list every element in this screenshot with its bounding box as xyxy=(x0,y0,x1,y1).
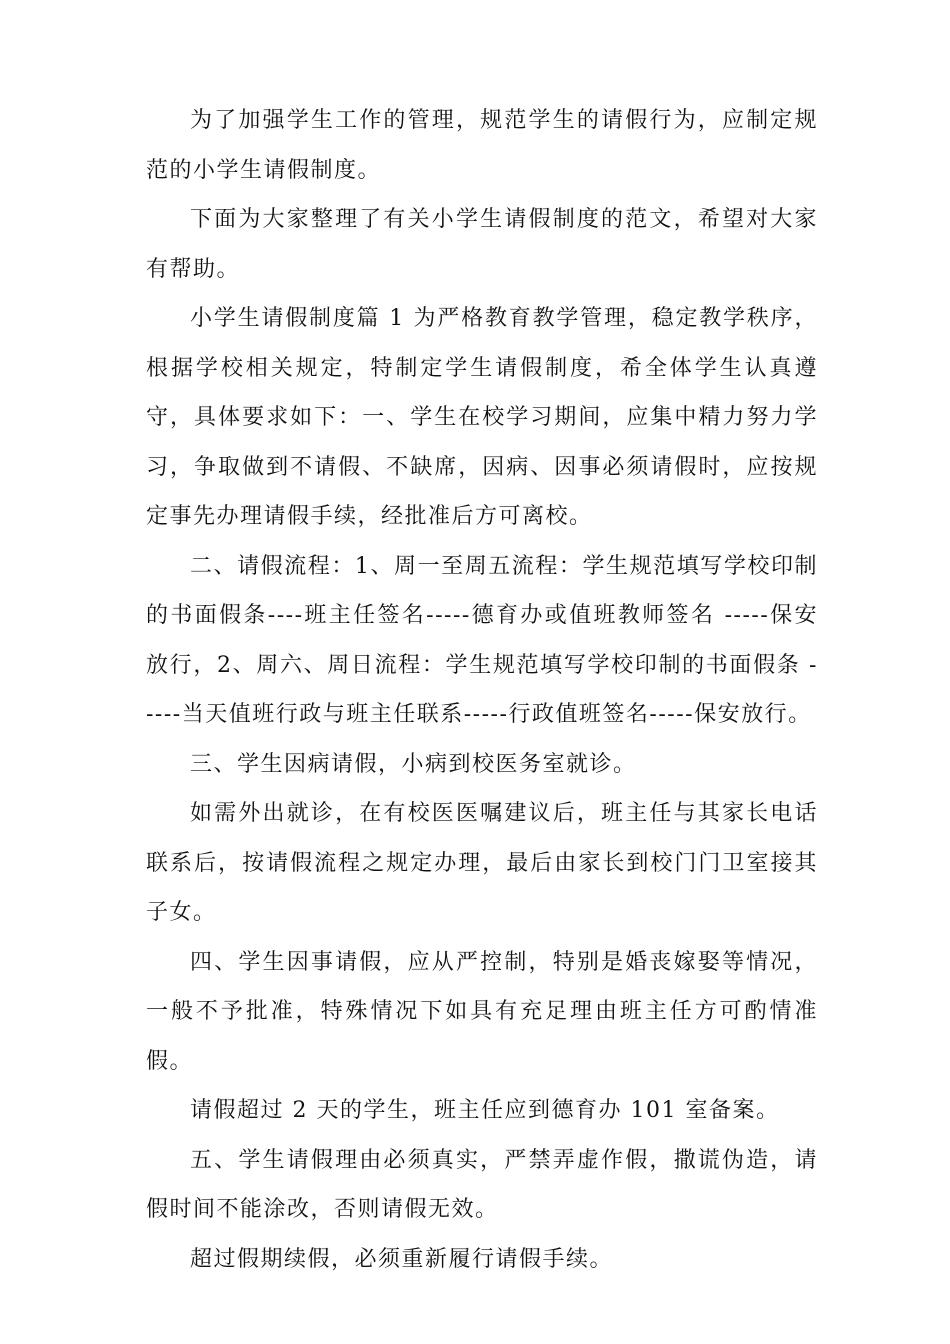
paragraph-3: 小学生请假制度篇 1 为严格教育教学管理，稳定教学秩序，根据学校相关规定，特制定学生请假制度，希全体学生认真遵守，具体要求如下：一、学生在校学习期间，应集中精力努力学习，争取做到不请假、不缺席，因病、因事必须请假时，应按规定事先办理请假手续，经批准后方可离校。 xyxy=(146,306,818,529)
paragraph-5: 三、学生因病请假，小病到校医务室就诊。 xyxy=(190,751,637,777)
paragraph-1: 为了加强学生工作的管理，规范学生的请假行为，应制定规范的小学生请假制度。 xyxy=(146,108,818,183)
paragraph-8: 请假超过 2 天的学生，班主任应到德育办 101 室备案。 xyxy=(190,1098,780,1123)
paragraph-10: 超过假期续假，必须重新履行请假手续。 xyxy=(190,1246,614,1272)
paragraph-7: 四、学生因事请假，应从严控制，特别是婚丧嫁娶等情况，一般不予批准，特殊情况下如具有充足理由班主任方可酌情准假。 xyxy=(146,949,818,1074)
document-body xyxy=(146,96,818,1284)
paragraph-6: 如需外出就诊，在有校医医嘱建议后，班主任与其家长电话联系后，按请假流程之规定办理，最后由家长到校门门卫室接其子女。 xyxy=(146,801,818,925)
paragraph-9: 五、学生请假理由必须真实，严禁弄虚作假，撒谎伪造，请假时间不能涂改，否则请假无效。 xyxy=(146,1147,818,1222)
paragraph-2: 下面为大家整理了有关小学生请假制度的范文，希望对大家有帮助。 xyxy=(146,207,818,282)
paragraph-4: 二、请假流程：1、周一至周五流程：学生规范填写学校印制的书面假条----班主任签名-----德育办或值班教师签名 -----保安放行，2、周六、周日流程：学生规范填写学校印制的书面假条 -----当天值班行政与班主任联系-----行政值班签名-----保安放行。 xyxy=(146,553,818,727)
